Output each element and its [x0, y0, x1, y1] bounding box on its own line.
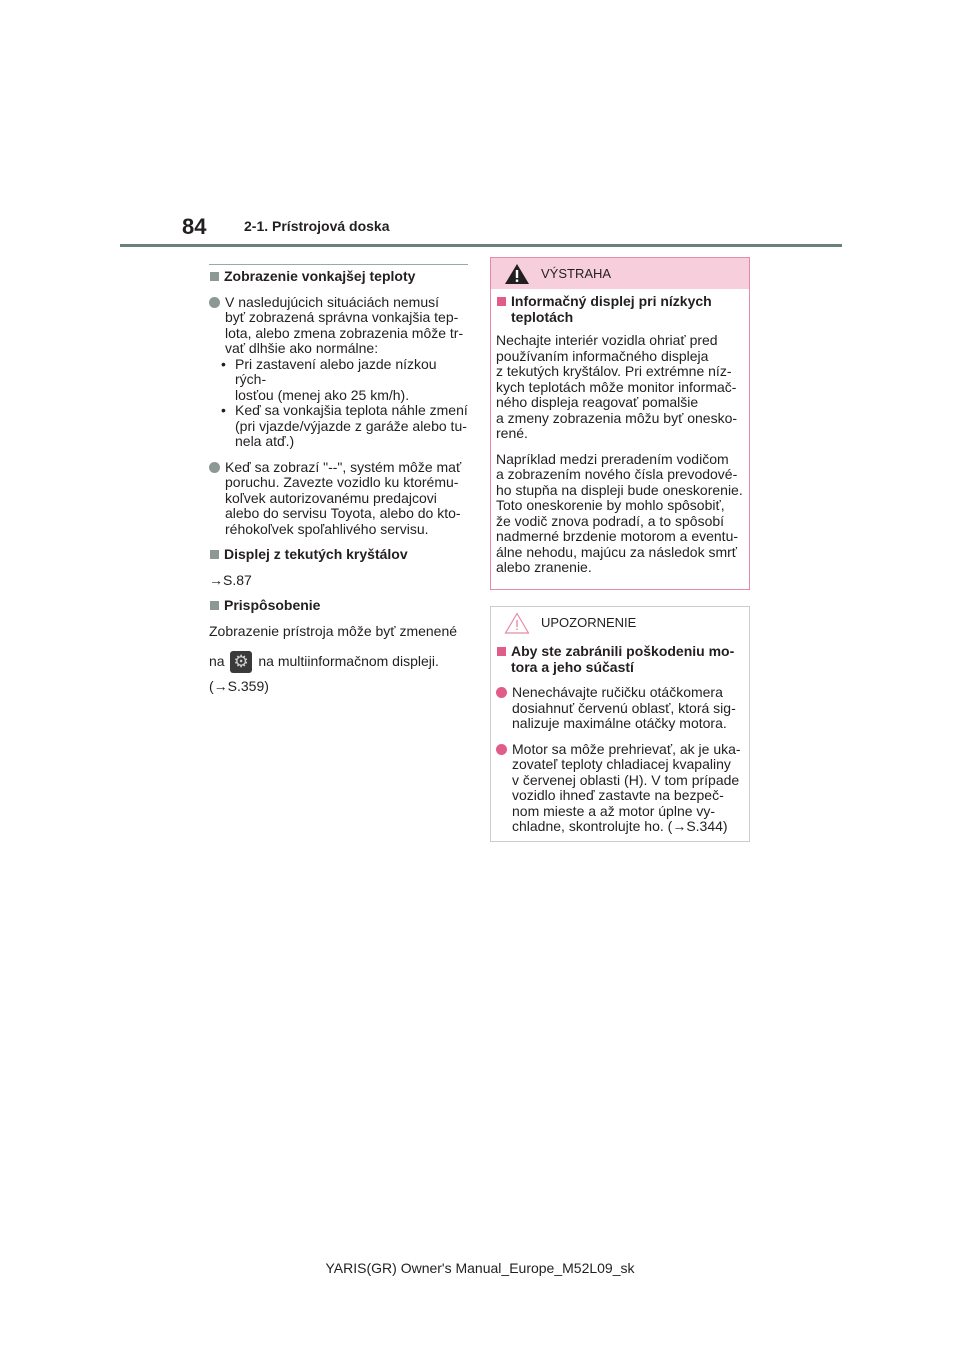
list-item: Motor sa môže prehrievať, ak je uka- zovateľ teploty chladiacej kvapaliny v červenej oblasti (H). V tom prípade vozidlo ihneď zastavte na bezpeč- nom mieste a až motor úplne vy- chladne, skontrolujte ho. (→S.344): [496, 742, 744, 835]
warning-box: [490, 257, 750, 590]
sub-list-item: • Pri zastavení alebo jazde nízkou rých- losťou (menej ako 25 km/h).: [221, 355, 437, 403]
square-bullet-icon: [497, 647, 506, 656]
round-bullet-icon: [209, 297, 220, 308]
page-number: 84: [182, 214, 207, 239]
arrow-icon: →: [209, 571, 223, 588]
section-heading-outside-temp: Zobrazenie vonkajšej teploty: [209, 269, 469, 285]
caution-heading: Aby ste zabránili poškodeniu mo- tora a jeho súčastí: [496, 644, 744, 675]
square-bullet-icon: [210, 550, 219, 559]
footer: YARIS(GR) Owner's Manual_Europe_M52L09_sk: [325, 1260, 635, 1276]
page-reference: (→S.359): [209, 678, 269, 695]
list-item: V nasledujúcich situáciách nemusí byť zobrazená správna vonkajšia tep- lota, alebo zmena zobrazenia môže tr- vať dlhšie ako normálne:: [209, 295, 469, 357]
page-reference: →S.87: [209, 571, 252, 588]
caution-header: UPOZORNENIE: [491, 607, 749, 638]
square-bullet-icon: [497, 297, 506, 306]
sub-list-item: • Keď sa vonkajšia teplota náhle zmení (pri vjazde/výjazde z garáže alebo tu- nela atď.): [221, 402, 468, 449]
round-bullet-icon: [496, 687, 507, 698]
warning-header: VÝSTRAHA: [491, 258, 749, 289]
list-item: Nenechávajte ručičku otáčkomera dosiahnuť červenú oblasť, ktorá sig- nalizuje maximálne otáčky motora.: [496, 685, 744, 732]
warning-triangle-icon: [504, 263, 530, 285]
list-item: Keď sa zobrazí "--", systém môže mať poruchu. Zavezte vozidlo ku ktorému- koľvek autorizovanému predajcovi alebo do servisu Toyota, alebo do kto- réhokoľvek spoľahlivého servisu.: [209, 460, 469, 538]
paragraph: na ⚙ na multiinformačnom displeji.: [209, 649, 469, 673]
round-bullet-icon: [496, 744, 507, 755]
arrow-icon: →: [213, 678, 228, 695]
warning-heading: Informačný displej pri nízkych teplotách: [496, 294, 744, 325]
square-bullet-icon: [210, 272, 219, 281]
section-heading-lcd: Displej z tekutých kryštálov: [209, 547, 469, 563]
paragraph: Zobrazenie prístroja môže byť zmenené: [209, 622, 458, 639]
square-bullet-icon: [210, 601, 219, 610]
arrow-icon: →: [672, 818, 687, 834]
section-heading-customize: Prispôsobenie: [209, 598, 469, 614]
header-rule: [120, 244, 842, 247]
caution-box: [490, 606, 750, 842]
gear-icon: [230, 651, 252, 673]
caution-triangle-icon: [504, 612, 530, 634]
left-column: [209, 265, 469, 695]
paragraph: Napríklad medzi preradením vodičom a zobrazením nového čísla prevodové- ho stupňa na displeji bude oneskorenie. Toto oneskorenie by mohlo spôsobiť, že vodič znova podradí, a to spôsobí nadmerné brzdenie motorom a eventu- álne nehodu, majúcu za následok smrť alebo zranenie.: [496, 450, 743, 575]
paragraph: Nechajte interiér vozidla ohriať pred používaním informačného displeja z tekutých kryštálov. Pri extrémne níz- kych teplotách môže monitor informač- ného displeja reagovať pomalšie a zmeny zobrazenia môžu byť onesko- rené.: [496, 332, 738, 441]
round-bullet-icon: [209, 462, 220, 473]
chapter-title: 2-1. Prístrojová doska: [244, 218, 390, 234]
